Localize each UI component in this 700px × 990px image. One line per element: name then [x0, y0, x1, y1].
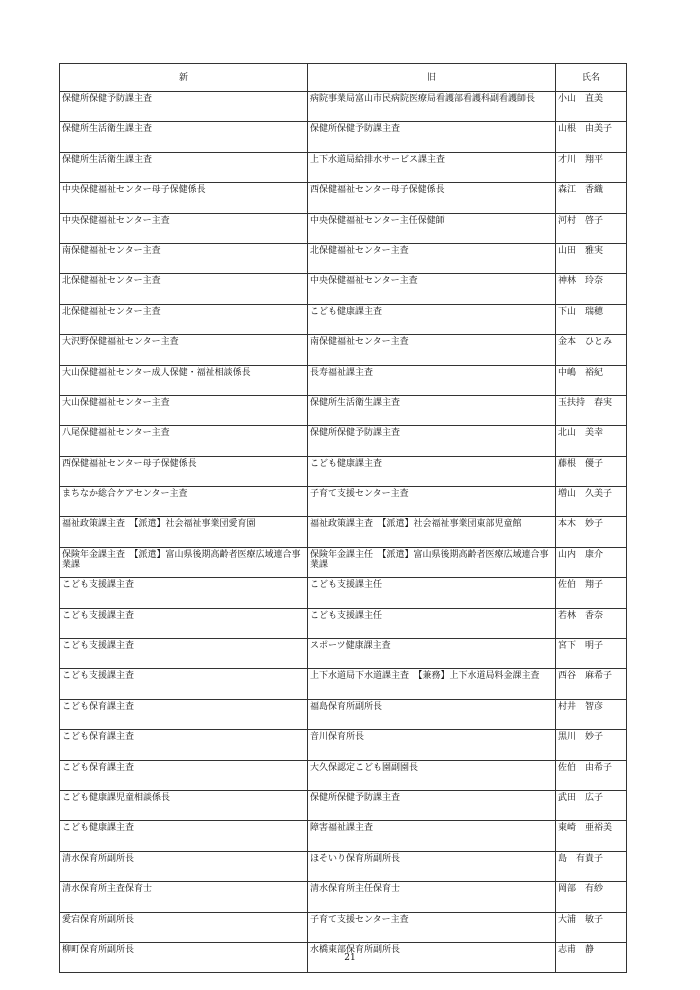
name-cell: 志甫 静: [556, 942, 627, 972]
new-position-cell: こども保育課主査: [60, 760, 308, 790]
name-cell: 島 有貴子: [556, 851, 627, 881]
old-position-cell: 子育て支援センター主査: [308, 912, 556, 942]
old-position-cell: 病院事業局富山市民病院医療局看護部看護科副看護師長: [308, 92, 556, 122]
new-position-cell: 清水保育所主査保育士: [60, 882, 308, 912]
table-row: [60, 365, 627, 395]
old-position-cell: こども支援課主任: [308, 578, 556, 608]
table-row: [60, 487, 627, 517]
new-position-cell: こども支援課主査: [60, 578, 308, 608]
name-cell: 森江 香織: [556, 183, 627, 213]
table-row: [60, 669, 627, 699]
name-cell: 山根 由美子: [556, 122, 627, 152]
old-position-cell: 中央保健福祉センター主査: [308, 274, 556, 304]
name-cell: 山田 雅実: [556, 243, 627, 273]
table-row: [60, 547, 627, 577]
header-old: 旧: [308, 64, 556, 92]
old-position-cell: 上下水道局下水道課主査 【兼務】上下水道局料金課主査: [308, 669, 556, 699]
old-position-cell: こども支援課主任: [308, 608, 556, 638]
new-position-cell: 西保健福祉センター母子保健係長: [60, 456, 308, 486]
name-cell: 金本 ひとみ: [556, 335, 627, 365]
table-header-row: [60, 64, 627, 92]
old-position-cell: 福祉政策課主査 【派遣】社会福祉事業団東部児童館: [308, 517, 556, 547]
table-row: [60, 243, 627, 273]
name-cell: 黒川 妙子: [556, 730, 627, 760]
table-row: [60, 152, 627, 182]
old-position-cell: 西保健福祉センター母子保健係長: [308, 183, 556, 213]
old-position-cell: 保健所保健予防課主査: [308, 426, 556, 456]
old-position-cell: 清水保育所主任保育士: [308, 882, 556, 912]
name-cell: 武田 広子: [556, 790, 627, 820]
name-cell: 下山 瑞穂: [556, 304, 627, 334]
table-row: [60, 395, 627, 425]
table-row: [60, 851, 627, 881]
table-row: [60, 639, 627, 669]
old-position-cell: 北保健福祉センター主査: [308, 243, 556, 273]
new-position-cell: 福祉政策課主査 【派遣】社会福祉事業団愛育園: [60, 517, 308, 547]
new-position-cell: 中央保健福祉センター主査: [60, 213, 308, 243]
name-cell: 増山 久美子: [556, 487, 627, 517]
table-row: [60, 608, 627, 638]
name-cell: 宮下 明子: [556, 639, 627, 669]
table-row: [60, 790, 627, 820]
old-position-cell: 音川保育所長: [308, 730, 556, 760]
old-position-cell: 保健所生活衛生課主査: [308, 395, 556, 425]
name-cell: 佐伯 翔子: [556, 578, 627, 608]
table-row: [60, 426, 627, 456]
name-cell: 岡部 有紗: [556, 882, 627, 912]
old-position-cell: 子育て支援センター主査: [308, 487, 556, 517]
new-position-cell: こども保育課主査: [60, 699, 308, 729]
new-position-cell: 清水保育所副所長: [60, 851, 308, 881]
new-position-cell: 保険年金課主査 【派遣】富山県後期高齢者医療広域連合事業課: [60, 547, 308, 577]
old-position-cell: 保険年金課主任 【派遣】富山県後期高齢者医療広域連合事業課: [308, 547, 556, 577]
table-row: [60, 456, 627, 486]
new-position-cell: こども支援課主査: [60, 608, 308, 638]
new-position-cell: 大山保健福祉センター成人保健・福祉相談係長: [60, 365, 308, 395]
table-row: [60, 912, 627, 942]
header-name: 氏名: [556, 64, 627, 92]
table-row: [60, 821, 627, 851]
old-position-cell: 上下水道局給排水サービス課主査: [308, 152, 556, 182]
new-position-cell: 八尾保健福祉センター主査: [60, 426, 308, 456]
table-row: [60, 122, 627, 152]
name-cell: 河村 啓子: [556, 213, 627, 243]
name-cell: 山内 康介: [556, 547, 627, 577]
table-row: [60, 730, 627, 760]
old-position-cell: スポーツ健康課主査: [308, 639, 556, 669]
old-position-cell: 水橋東部保育所副所長: [308, 942, 556, 972]
old-position-cell: 保健所保健予防課主査: [308, 790, 556, 820]
table-row: [60, 578, 627, 608]
table-row: [60, 274, 627, 304]
old-position-cell: 障害福祉課主査: [308, 821, 556, 851]
new-position-cell: こども健康課主査: [60, 821, 308, 851]
new-position-cell: 保健所保健予防課主査: [60, 92, 308, 122]
name-cell: 才川 翔平: [556, 152, 627, 182]
name-cell: 本木 妙子: [556, 517, 627, 547]
new-position-cell: 南保健福祉センター主査: [60, 243, 308, 273]
table-body: [60, 92, 627, 973]
table-row: [60, 183, 627, 213]
header-new: 新: [60, 64, 308, 92]
name-cell: 中嶋 裕紀: [556, 365, 627, 395]
new-position-cell: こども健康課児童相談係長: [60, 790, 308, 820]
table-row: [60, 213, 627, 243]
old-position-cell: 長寿福祉課主査: [308, 365, 556, 395]
name-cell: 小山 直美: [556, 92, 627, 122]
new-position-cell: こども支援課主査: [60, 639, 308, 669]
old-position-cell: こども健康課主査: [308, 304, 556, 334]
new-position-cell: こども保育課主査: [60, 730, 308, 760]
old-position-cell: 大久保認定こども園副園長: [308, 760, 556, 790]
old-position-cell: こども健康課主査: [308, 456, 556, 486]
name-cell: 村井 智彦: [556, 699, 627, 729]
table-row: [60, 517, 627, 547]
new-position-cell: こども支援課主査: [60, 669, 308, 699]
old-position-cell: 福島保育所副所長: [308, 699, 556, 729]
name-cell: 玉扶持 春実: [556, 395, 627, 425]
old-position-cell: 南保健福祉センター主査: [308, 335, 556, 365]
table-row: [60, 335, 627, 365]
table-row: [60, 760, 627, 790]
new-position-cell: 柳町保育所副所長: [60, 942, 308, 972]
name-cell: 佐伯 由希子: [556, 760, 627, 790]
name-cell: 東崎 亜裕美: [556, 821, 627, 851]
table-row: [60, 699, 627, 729]
name-cell: 北山 美幸: [556, 426, 627, 456]
name-cell: 藤根 優子: [556, 456, 627, 486]
new-position-cell: 愛宕保育所副所長: [60, 912, 308, 942]
table-row: [60, 882, 627, 912]
old-position-cell: 中央保健福祉センター主任保健師: [308, 213, 556, 243]
old-position-cell: ほそいり保育所副所長: [308, 851, 556, 881]
name-cell: 若林 香奈: [556, 608, 627, 638]
name-cell: 大浦 敏子: [556, 912, 627, 942]
personnel-transfer-table: [59, 63, 627, 973]
name-cell: 神林 玲奈: [556, 274, 627, 304]
new-position-cell: 大山保健福祉センター主査: [60, 395, 308, 425]
new-position-cell: 保健所生活衛生課主査: [60, 122, 308, 152]
name-cell: 西谷 麻希子: [556, 669, 627, 699]
new-position-cell: 北保健福祉センター主査: [60, 304, 308, 334]
new-position-cell: まちなか総合ケアセンター主査: [60, 487, 308, 517]
table-row: [60, 304, 627, 334]
new-position-cell: 保健所生活衛生課主査: [60, 152, 308, 182]
new-position-cell: 北保健福祉センター主査: [60, 274, 308, 304]
page-number: 21: [344, 953, 356, 963]
new-position-cell: 中央保健福祉センター母子保健係長: [60, 183, 308, 213]
new-position-cell: 大沢野保健福祉センター主査: [60, 335, 308, 365]
old-position-cell: 保健所保健予防課主査: [308, 122, 556, 152]
table-row: [60, 92, 627, 122]
